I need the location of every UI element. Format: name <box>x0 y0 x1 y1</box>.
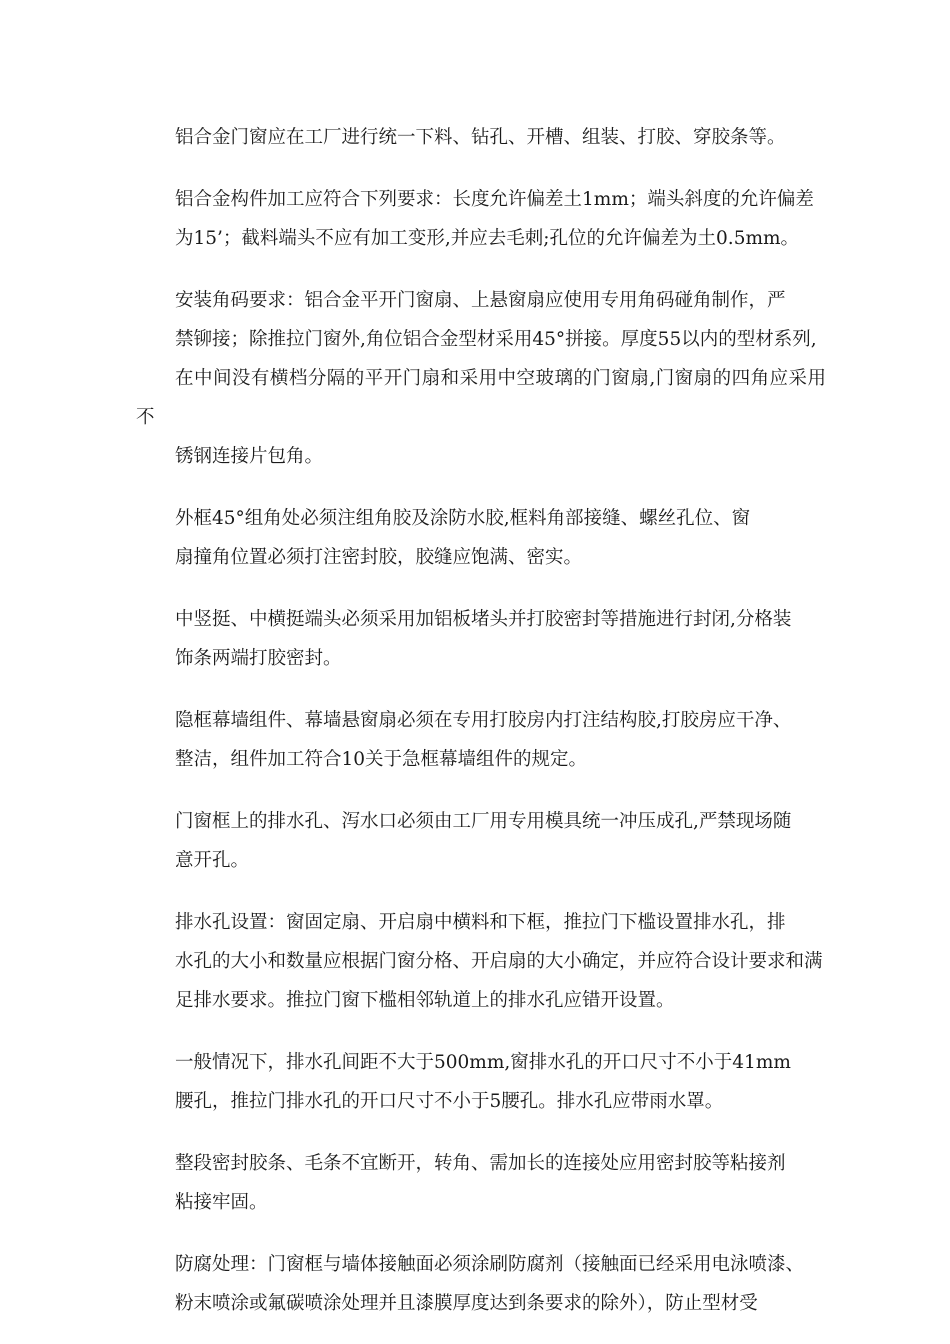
paragraph-line: 隐框幕墙组件、幕墙悬窗扇必须在专用打胶房内打注结构胶,打胶房应干净、 <box>175 710 792 731</box>
paragraph-drain-hole-spacing <box>136 1043 826 1121</box>
paragraph-seal-strips <box>136 1144 826 1222</box>
paragraph-line: 饰条两端打胶密封。 <box>175 648 342 669</box>
paragraph-frame-corner-sealant <box>136 499 826 577</box>
paragraph-line: 中竖挺、中横挺端头必须采用加铝板堵头并打胶密封等措施进行封闭,分格装 <box>175 609 792 630</box>
paragraph-anticorrosion <box>136 1245 826 1323</box>
paragraph-line: 禁铆接；除推拉门窗外,角位铝合金型材采用45°拼接。厚度55以内的型材系列, <box>175 329 817 350</box>
paragraph-line: 意开孔。 <box>175 850 250 871</box>
paragraph-corner-code <box>136 281 826 476</box>
paragraph-line: 门窗框上的排水孔、泻水口必须由工厂用专用模具统一冲压成孔,严禁现场随 <box>175 811 792 832</box>
paragraph-line: 整段密封胶条、毛条不宜断开，转角、需加长的连接处应用密封胶等粘接剂 <box>175 1153 786 1174</box>
paragraph-processing-requirements <box>136 180 826 258</box>
paragraph-line: 为15’；截料端头不应有加工变形,并应去毛刺;孔位的允许偏差为土0.5mm。 <box>175 228 800 249</box>
paragraph-mullion-ends <box>136 600 826 678</box>
paragraph-line: 锈钢连接片包角。 <box>175 446 324 467</box>
paragraph-line: 扇撞角位置必须打注密封胶，胶缝应饱满、密实。 <box>175 547 583 568</box>
paragraph-drain-hole-setup <box>136 903 826 1020</box>
paragraph-line: 铝合金构件加工应符合下列要求：长度允许偏差土1mm；端头斜度的允许偏差 <box>175 189 814 210</box>
paragraph-line: 腰孔，推拉门排水孔的开口尺寸不小于5腰孔。排水孔应带雨水罩。 <box>175 1091 724 1112</box>
paragraph-line: 整洁，组件加工符合10关于急框幕墙组件的规定。 <box>175 749 588 770</box>
paragraph-line: 水孔的大小和数量应根据门窗分格、开启扇的大小确定，并应符合设计要求和满 <box>175 951 823 972</box>
paragraph-line: 粉末喷涂或氟碳喷涂处理并且漆膜厚度达到条要求的除外），防止型材受 <box>175 1293 758 1314</box>
paragraph-hidden-frame-curtain-wall <box>136 701 826 779</box>
paragraph-line: 一般情况下，排水孔间距不大于500mm,窗排水孔的开口尺寸不小于41mm <box>175 1052 791 1073</box>
paragraph-line: 安装角码要求：铝合金平开门窗扇、上悬窗扇应使用专用角码碰角制作，严 <box>175 290 786 311</box>
paragraph-line: 粘接牢固。 <box>175 1192 268 1213</box>
paragraph-line: 排水孔设置：窗固定扇、开启扇中横料和下框，推拉门下槛设置排水孔，排 <box>175 912 786 933</box>
paragraph-line: 在中间没有横档分隔的平开门扇和采用中空玻璃的门窗扇,门窗扇的四角应采用不 <box>136 368 826 428</box>
paragraph-line: 足排水要求。推拉门窗下槛相邻轨道上的排水孔应错开设置。 <box>175 990 675 1011</box>
paragraph-line: 外框45°组角处必须注组角胶及涂防水胶,框料角部接缝、螺丝孔位、窗 <box>175 508 751 529</box>
paragraph-line: 防腐处理：门窗框与墙体接触面必须涂刷防腐剂（接触面已经采用电泳喷漆、 <box>175 1254 805 1275</box>
paragraph-line: 铝合金门窗应在工厂进行统一下料、钻孔、开槽、组装、打胶、穿胶条等。 <box>175 127 786 148</box>
paragraph-drain-holes-factory <box>136 802 826 880</box>
paragraph-cutting <box>136 118 826 157</box>
document-body <box>136 118 826 1323</box>
